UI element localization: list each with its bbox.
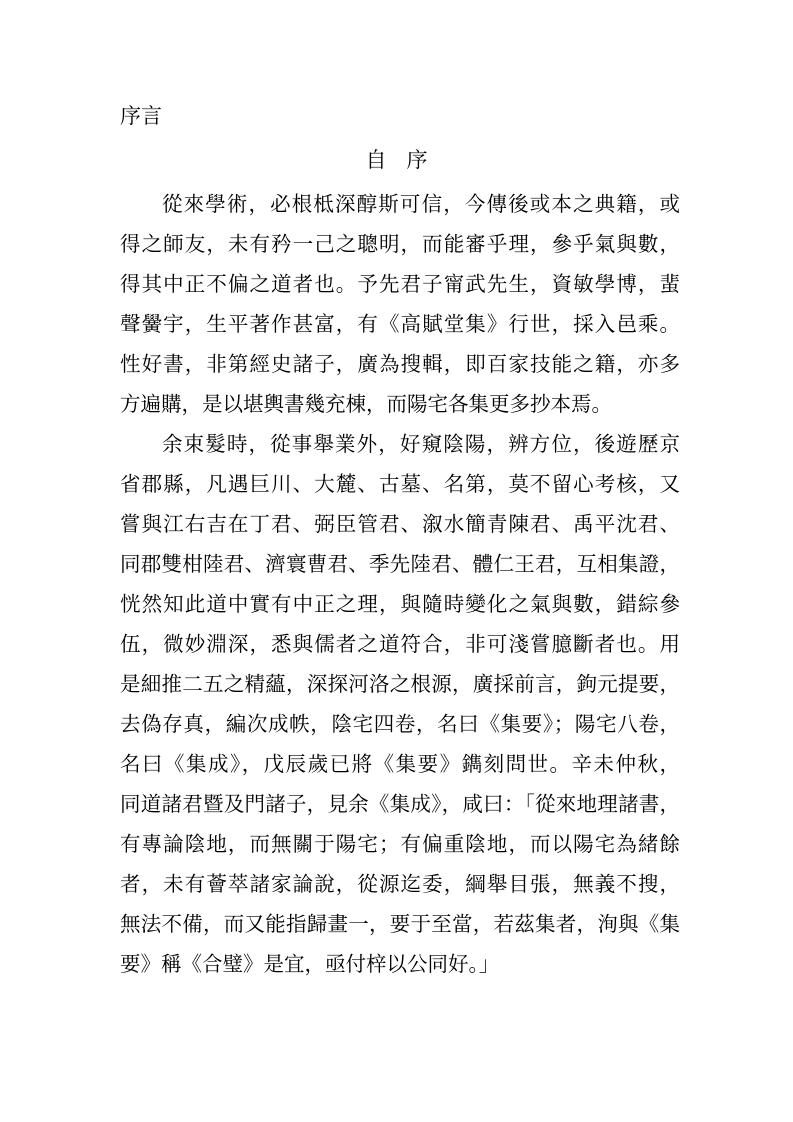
text-line: 余束髮時，從事舉業外，好窺陰陽，辨方位，後遊歷京 bbox=[162, 432, 680, 456]
text-line: 是細推二五之精蘊，深探河洛之根源，廣採前言，鉤元提要， bbox=[120, 672, 680, 696]
text-line: 方遍購，是以堪輿書幾充棟，而陽宅各集更多抄本焉。 bbox=[120, 392, 612, 416]
text-line: 要》稱《合璧》是宜，亟付梓以公同好。」 bbox=[120, 952, 500, 976]
text-line: 恍然知此道中實有中正之理，與隨時變化之氣與數，錯綜參 bbox=[120, 592, 680, 616]
text-line: 者，未有薈萃諸家論說，從源迄委，綱舉目張，無義不搜， bbox=[120, 872, 680, 896]
text-line: 嘗與江右吉在丁君、弼臣管君、溆水簡青陳君、禹平沈君、 bbox=[120, 512, 680, 536]
text-line: 性好書，非第經史諸子，廣為搜輯，即百家技能之籍，亦多 bbox=[120, 352, 680, 376]
text-line: 有專論陰地，而無關于陽宅；有偏重陰地，而以陽宅為緒餘 bbox=[120, 832, 680, 856]
text-line: 省郡縣，凡遇巨川、大麓、古墓、名第，莫不留心考核，又 bbox=[120, 472, 680, 496]
section-label: 序言 bbox=[120, 104, 162, 128]
text-line: 從來學術，必根柢深醇斯可信，今傳後或本之典籍，或 bbox=[162, 192, 680, 216]
text-line: 名曰《集成》，戊辰歲已將《集要》鐫刻問世。辛未仲秋， bbox=[120, 752, 680, 776]
preface-body bbox=[120, 184, 680, 984]
text-line: 得其中正不偏之道者也。予先君子甯武先生，資敏學博，蜚 bbox=[120, 272, 680, 296]
text-line: 得之師友，未有矜一己之聰明，而能審乎理，參乎氣與數， bbox=[120, 232, 680, 256]
preface-title: 自序 bbox=[365, 148, 448, 172]
text-line: 聲黌宇，生平著作甚富，有《高賦堂集》行世，採入邑乘。 bbox=[120, 312, 680, 336]
text-line: 伍，微妙淵深，悉與儒者之道符合，非可淺嘗臆斷者也。用 bbox=[120, 632, 680, 656]
text-line: 同道諸君暨及門諸子，見余《集成》，咸曰：「從來地理諸書， bbox=[120, 792, 680, 816]
text-line: 同郡雙柑陸君、濟寰曹君、季先陸君、體仁王君，互相集證， bbox=[120, 552, 680, 576]
text-line: 無法不備，而又能指歸畫一，要于至當，若茲集者，洵與《集 bbox=[120, 912, 680, 936]
text-line: 去偽存真，編次成帙，陰宅四卷，名曰《集要》；陽宅八卷， bbox=[120, 712, 680, 736]
